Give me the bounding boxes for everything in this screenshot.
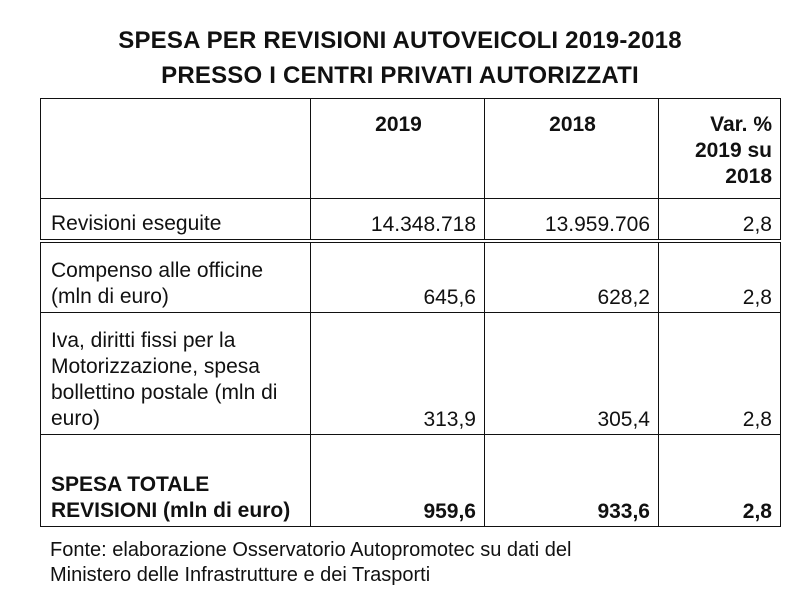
source-line-2: Ministero delle Infrastrutture e dei Trasporti (50, 564, 431, 586)
source-line-1: Fonte: elaborazione Osservatorio Autopromotec su dati del (50, 539, 572, 561)
title-line-2: PRESSO I CENTRI PRIVATI AUTORIZZATI (161, 62, 639, 89)
header-2018: 2018 (485, 99, 659, 199)
data-table (40, 98, 781, 527)
header-row (41, 99, 781, 199)
header-variation-line-2: 2019 su (694, 139, 772, 162)
row-label: Revisioni eseguite (41, 199, 311, 241)
value-2018: 305,4 (485, 313, 659, 435)
header-variation-line-3: 2018 (725, 165, 772, 188)
title-line-1: SPESA PER REVISIONI AUTOVEICOLI 2019-2018 (118, 27, 682, 54)
row-label: Compenso alle officine (mln di euro) (41, 241, 311, 313)
header-variation-line-1: Var. % (710, 113, 772, 136)
source-note (50, 538, 571, 588)
value-variation: 2,8 (659, 241, 781, 313)
value-2018: 628,2 (485, 241, 659, 313)
header-2019: 2019 (311, 99, 485, 199)
row-label: Iva, diritti fissi per la Motorizzazione, spesa bollettino postale (mln di euro) (41, 313, 311, 435)
table-row (41, 199, 781, 241)
value-variation: 2,8 (659, 199, 781, 241)
table-row (41, 241, 781, 313)
total-row (41, 435, 781, 527)
table-row (41, 313, 781, 435)
row-label: SPESA TOTALE REVISIONI (mln di euro) (41, 435, 311, 527)
value-2018: 933,6 (485, 435, 659, 527)
value-2019: 313,9 (311, 313, 485, 435)
header-empty-cell (41, 99, 311, 199)
value-2019: 959,6 (311, 435, 485, 527)
value-variation: 2,8 (659, 313, 781, 435)
header-variation (659, 99, 781, 199)
value-variation: 2,8 (659, 435, 781, 527)
value-2019: 645,6 (311, 241, 485, 313)
value-2019: 14.348.718 (311, 199, 485, 241)
value-2018: 13.959.706 (485, 199, 659, 241)
